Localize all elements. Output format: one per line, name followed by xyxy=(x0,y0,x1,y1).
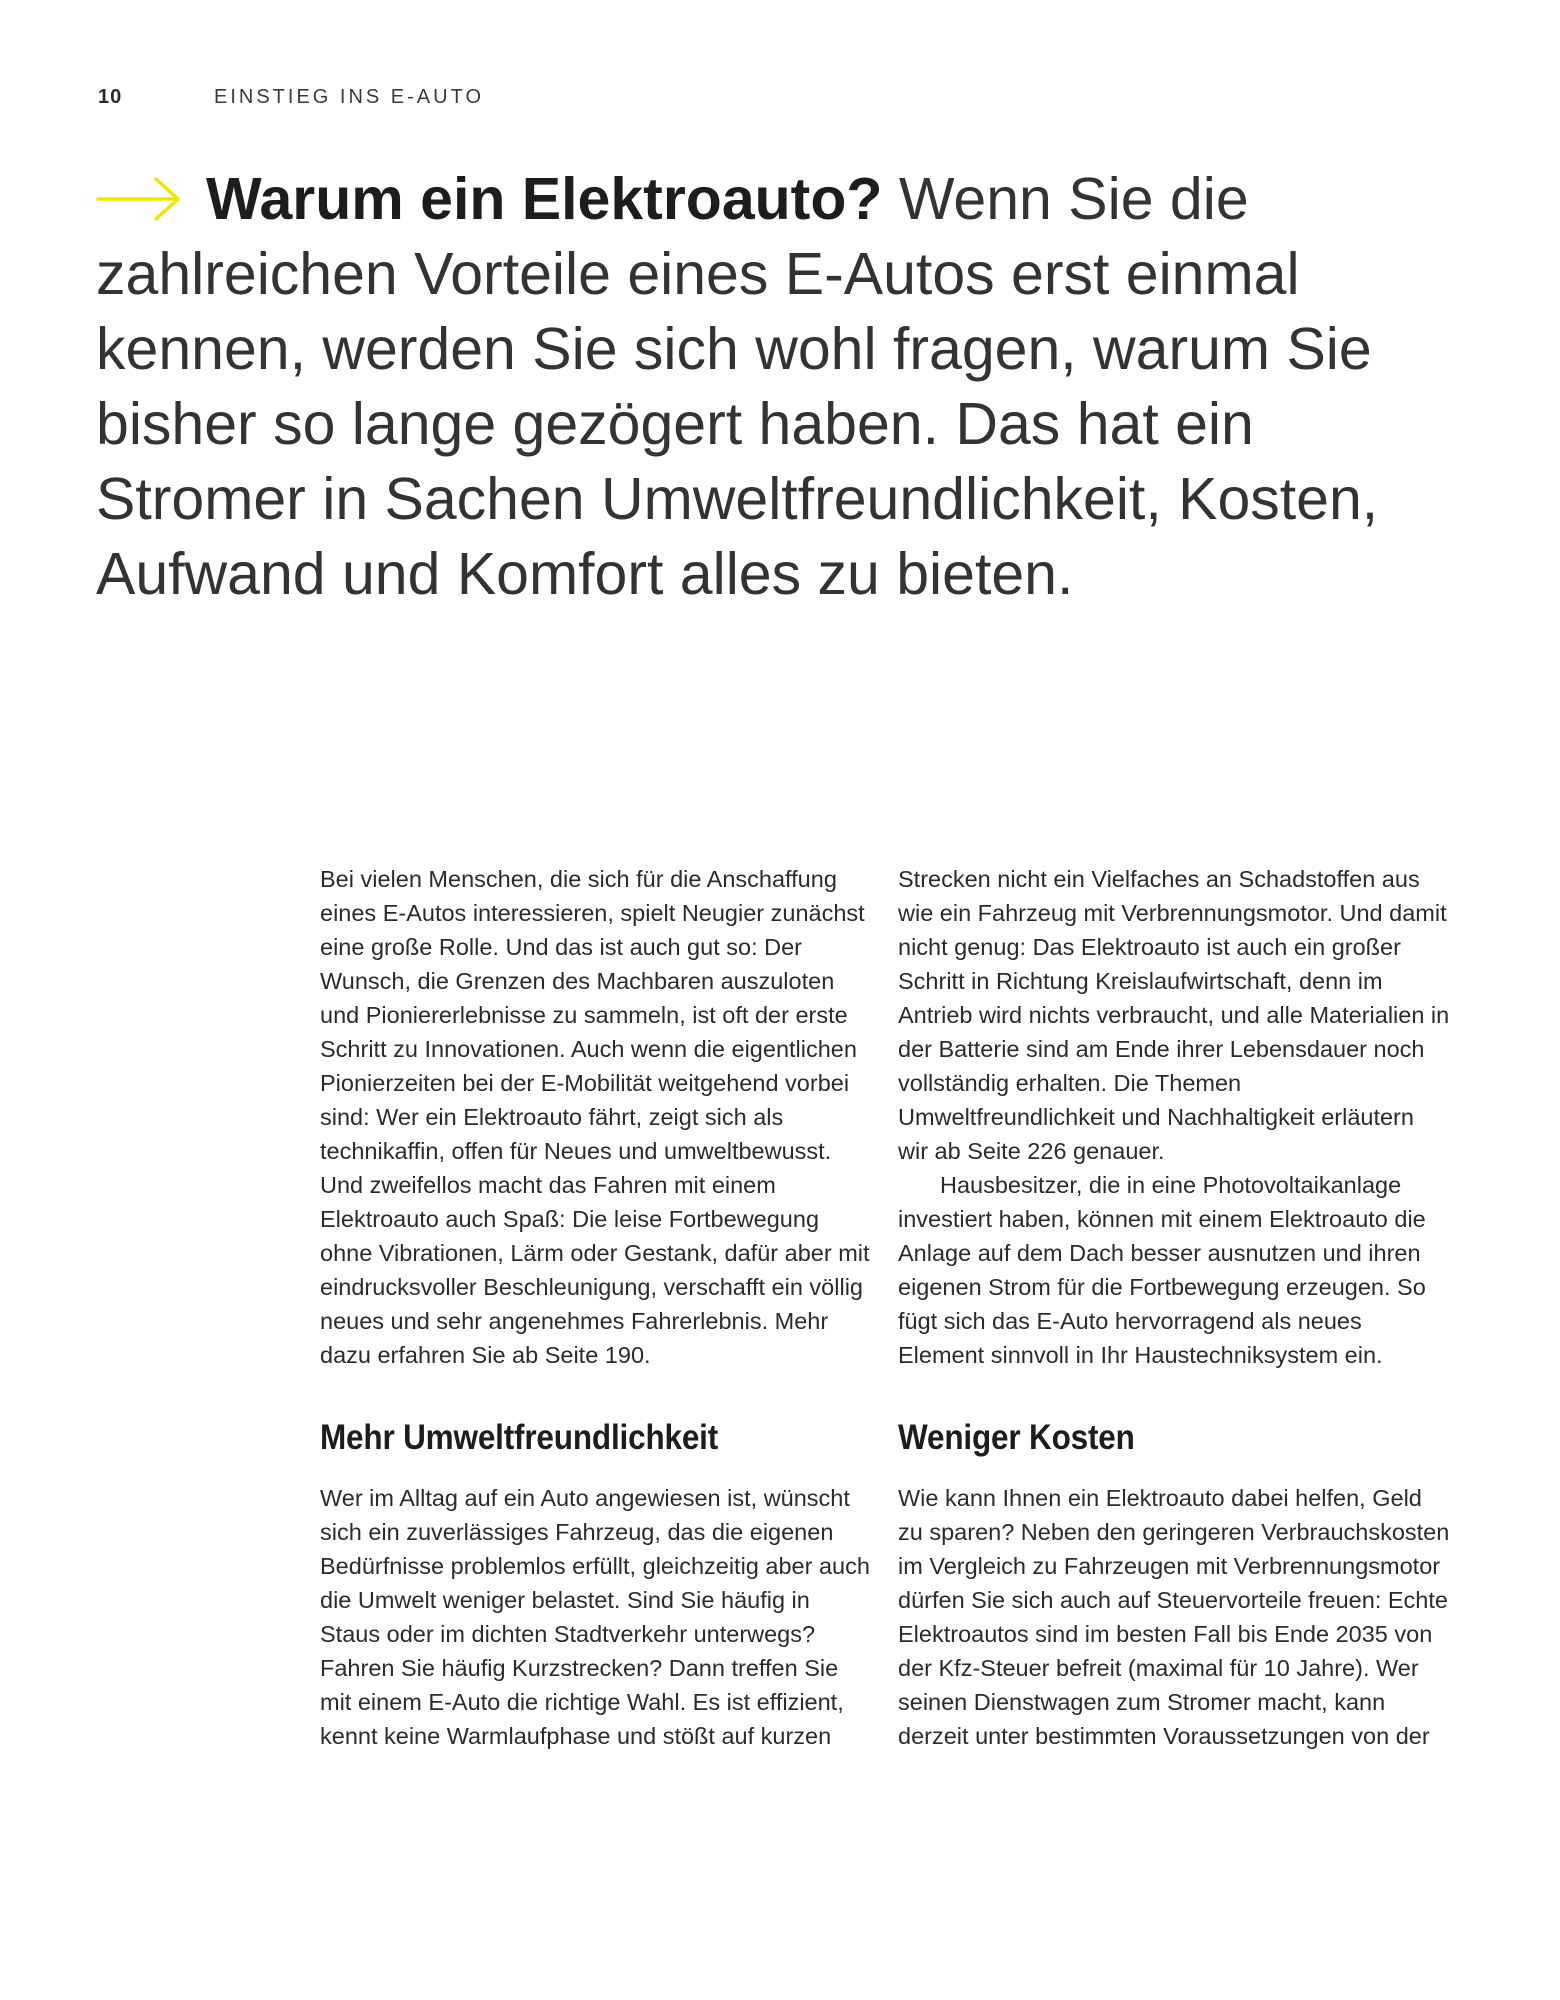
left-column xyxy=(320,862,872,1753)
photovoltaik-paragraph: Hausbesitzer, die in eine Photovoltaikanlage investiert haben, können mit einem Elektroauto die Anlage auf dem Dach besser ausnutzen und ihren eigenen Strom für die Fortbewegung erzeugen. So fügt sich das E-Auto hervorragend als neues Element sinnvoll in Ihr Haustechniksystem ein. xyxy=(898,1172,1426,1368)
continued-paragraph: Strecken nicht ein Vielfaches an Schadstoffen aus wie ein Fahrzeug mit Verbrennungsmotor. Und damit nicht genug: Das Elektroauto ist auch ein großer Schritt in Richtung Kreislaufwirtschaft, denn im Antrieb wird nichts verbraucht, und alle Materialien in der Batterie sind am Ende ihrer Lebensdauer noch vollständig erhalten. Die Themen Umweltfreundlichkeit und Nachhaltigkeit erläutern wir ab Seite 226 genauer. xyxy=(898,866,1450,1164)
umwelt-paragraph: Wer im Alltag auf ein Auto angewiesen ist, wünscht sich ein zuverlässiges Fahrzeug, das die eigenen Bedürfnisse problemlos erfüllt, gleichzeitig aber auch die Umwelt weniger belastet. Sind Sie häufig in Staus oder im dichten Stadtverkehr unterwegs? Fahren Sie häufig Kurzstrecken? Dann treffen Sie mit einem E-Auto die richtige Wahl. Es ist effizient, kennt keine Warmlaufphase und stößt auf kurzen xyxy=(320,1485,870,1749)
lead-paragraph xyxy=(96,162,1476,612)
kosten-paragraph: Wie kann Ihnen ein Elektroauto dabei helfen, Geld zu sparen? Neben den geringeren Verbrauchskosten im Vergleich zu Fahrzeugen mit Verbrennungsmotor dürfen Sie sich auch auf Steuervorteile freuen: Echte Elektroautos sind im besten Fall bis Ende 2035 von der Kfz-Steuer befreit (maximal für 10 Jahre). Wer seinen Dienstwagen zum Stromer macht, kann derzeit unter bestimmten Voraussetzungen von der xyxy=(898,1485,1450,1749)
arrow-right-icon xyxy=(96,175,182,223)
page-number: 10 xyxy=(98,86,123,108)
lead-title: Warum ein Elektroauto? xyxy=(206,166,883,232)
lead-text: Wenn Sie die zahlreichen Vorteile eines E-Autos erst einmal kennen, werden Sie sich wohl fragen, warum Sie bisher so lange gezögert haben. Das hat ein Stromer in Sachen Umweltfreundlichkeit, Kosten, Aufwand und Komfort alles zu bieten. xyxy=(96,166,1379,607)
body-columns xyxy=(320,862,1450,1753)
running-header xyxy=(98,86,484,109)
heading-kosten: Weniger Kosten xyxy=(898,1418,1135,1457)
right-column xyxy=(898,862,1450,1753)
section-title: EINSTIEG INS E-AUTO xyxy=(214,86,484,108)
heading-umweltfreundlichkeit: Mehr Umweltfreundlichkeit xyxy=(320,1418,719,1457)
intro-paragraph: Bei vielen Menschen, die sich für die Anschaffung eines E-Autos interessieren, spielt Neugier zunächst eine große Rolle. Und das ist auch gut so: Der Wunsch, die Grenzen des Machbaren auszuloten und Pioniererlebnisse zu sammeln, ist oft der erste Schritt zu Innovationen. Auch wenn die eigentlichen Pionierzeiten bei der E-Mobilität weitgehend vorbei sind: Wer ein Elektroauto fährt, zeigt sich als technikaffin, offen für Neues und umweltbewusst. Und zweifellos macht das Fahren mit einem Elektroauto auch Spaß: Die leise Fortbewegung ohne Vibrationen, Lärm oder Gestank, dafür aber mit eindrucksvoller Beschleunigung, verschafft ein völlig neues und sehr angenehmes Fahrerlebnis. Mehr dazu erfahren Sie ab Seite 190. xyxy=(320,866,870,1368)
